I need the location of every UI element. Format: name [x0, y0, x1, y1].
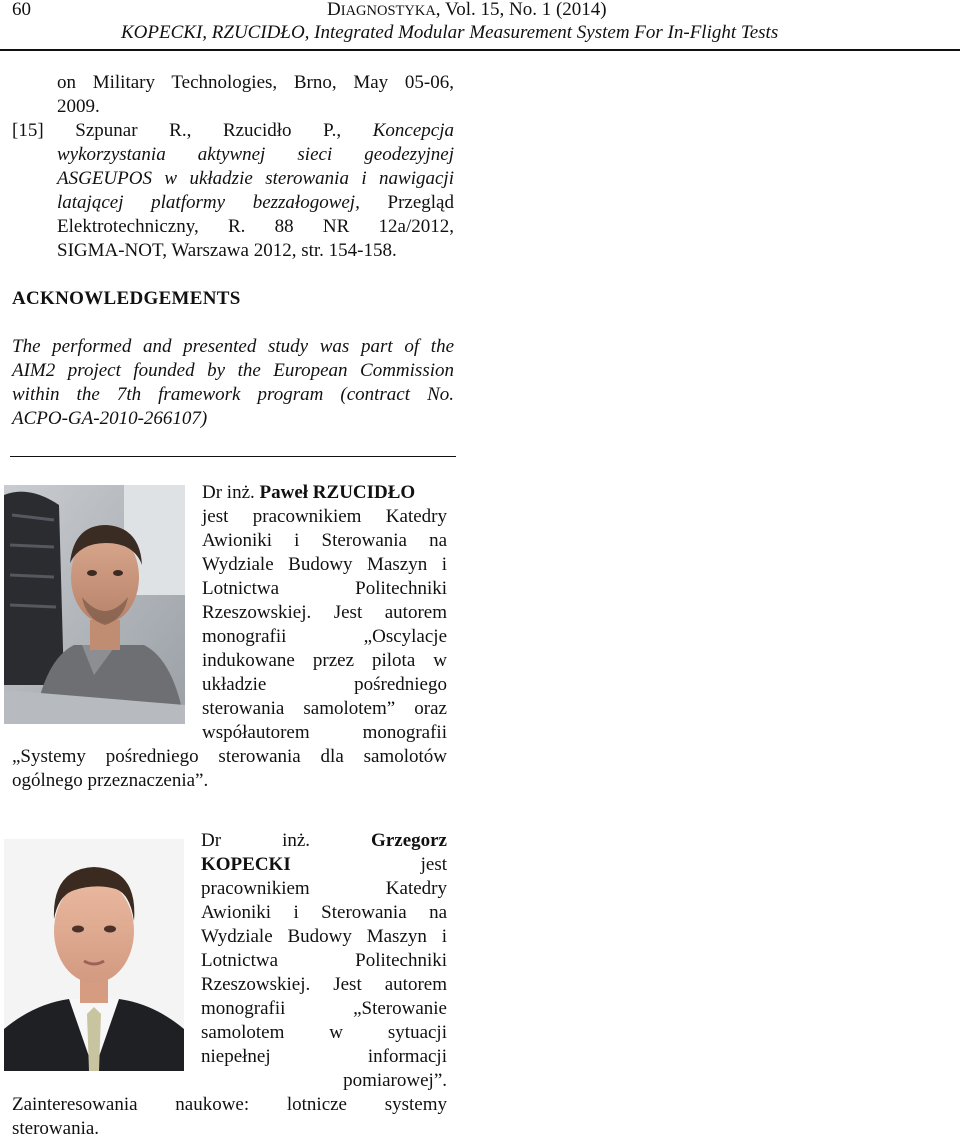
bio-rzucidlo-text-continued	[12, 745, 447, 793]
bio-line: pracownikiem Katedry	[201, 878, 447, 899]
reference-title-line: wykorzystania aktywnej sieci geodezyjnej	[57, 144, 454, 165]
bio-rzucidlo-text	[202, 481, 447, 745]
bio-author-last-name: KOPECKI	[201, 854, 291, 875]
bio-line: monografii „Sterowanie	[201, 998, 447, 1019]
journal-volume: , Vol. 15, No. 1 (2014)	[435, 0, 607, 20]
references-section	[12, 71, 454, 263]
bio-name-line	[201, 853, 447, 877]
bio-line: układzie pośredniego	[202, 674, 447, 695]
reference-title-part: Koncepcja	[372, 120, 455, 141]
reference-journal-line: Elektrotechniczny, R. 88 NR 12a/2012,	[57, 216, 454, 237]
bio-line: niepełnej informacji	[201, 1046, 447, 1067]
header-rule	[0, 49, 960, 51]
bio-line: sterowania.	[12, 1118, 100, 1139]
reference-continuation-line: on Military Technologies, Brno, May 05-06,	[57, 72, 454, 93]
bio-line: współautorem monografii	[202, 722, 447, 743]
author-photo-rzucidlo	[4, 485, 185, 724]
bio-author-first-name: Grzegorz	[371, 830, 447, 851]
bio-line: samolotem w sytuacji	[201, 1022, 447, 1043]
bio-line: Wydziale Budowy Maszyn i	[201, 926, 447, 947]
reference-publisher-line: SIGMA-NOT, Warszawa 2012, str. 154-158.	[57, 240, 397, 261]
bio-line: indukowane przez pilota w	[202, 650, 447, 671]
reference-continuation-line: 2009.	[57, 96, 100, 117]
acknowledgements-line: within the 7th framework program (contract No.	[12, 384, 454, 405]
bio-author-name: Paweł RZUCIDŁO	[259, 482, 416, 503]
bio-title-prefix: Dr inż.	[202, 482, 255, 503]
running-title: KOPECKI, RZUCIDŁO, Integrated Modular Measurement System For In-Flight Tests	[121, 22, 779, 43]
bio-line: Rzeszowskiej. Jest autorem	[202, 602, 447, 623]
bio-line: jest pracownikiem Katedry	[202, 506, 447, 527]
journal-name-rest: IAGNOSTYKA	[340, 3, 436, 19]
acknowledgements-line: ACPO-GA-2010-266107)	[12, 408, 208, 429]
bio-word: jest	[420, 854, 447, 875]
reference-number: [15]	[12, 120, 44, 141]
bio-line: Lotnictwa Politechniki	[202, 578, 447, 599]
author-photo-kopecki	[4, 839, 184, 1071]
bio-line: monografii „Oscylacje	[202, 626, 447, 647]
page-number: 60	[12, 0, 31, 20]
acknowledgements-text	[12, 335, 454, 431]
reference-15-line	[12, 119, 454, 143]
reference-title-line: ASGEUPOS w układzie sterowania i nawigacji	[57, 168, 454, 189]
reference-authors: Szpunar R., Rzucidło P.,	[75, 120, 342, 141]
bio-line: „Systemy pośredniego sterowania dla samolotów	[12, 746, 447, 767]
journal-initial: D	[327, 0, 341, 20]
bio-line: Wydziale Budowy Maszyn i	[202, 554, 447, 575]
bio-kopecki-text-continued	[12, 1093, 447, 1141]
bio-line: ogólnego przeznaczenia”.	[12, 770, 209, 791]
bio-title-prefix: Dr inż.	[201, 830, 311, 851]
reference-title-part: latającej platformy bezzałogowej,	[57, 192, 360, 213]
acknowledgements-line: The performed and presented study was part of the	[12, 336, 454, 357]
journal-header	[327, 0, 607, 21]
acknowledgements-line: AIM2 project founded by the European Commission	[12, 360, 454, 381]
bio-line: Zainteresowania naukowe: lotnicze systemy	[12, 1094, 447, 1115]
bio-line: sterowania samolotem” oraz	[202, 698, 447, 719]
bio-name-line	[201, 829, 447, 853]
acknowledgements-heading: ACKNOWLEDGEMENTS	[12, 288, 241, 309]
bio-kopecki-text	[201, 829, 447, 1093]
bio-line: Awioniki i Sterowania na	[201, 902, 447, 923]
bio-line: Awioniki i Sterowania na	[202, 530, 447, 551]
bio-line: Rzeszowskiej. Jest autorem	[201, 974, 447, 995]
bio-line: Lotnictwa Politechniki	[201, 950, 447, 971]
section-divider	[10, 456, 456, 457]
bio-name-line	[202, 481, 447, 505]
bio-line: pomiarowej”.	[343, 1070, 447, 1091]
reference-title-line	[12, 191, 454, 215]
reference-journal: Przegląd	[387, 192, 454, 213]
